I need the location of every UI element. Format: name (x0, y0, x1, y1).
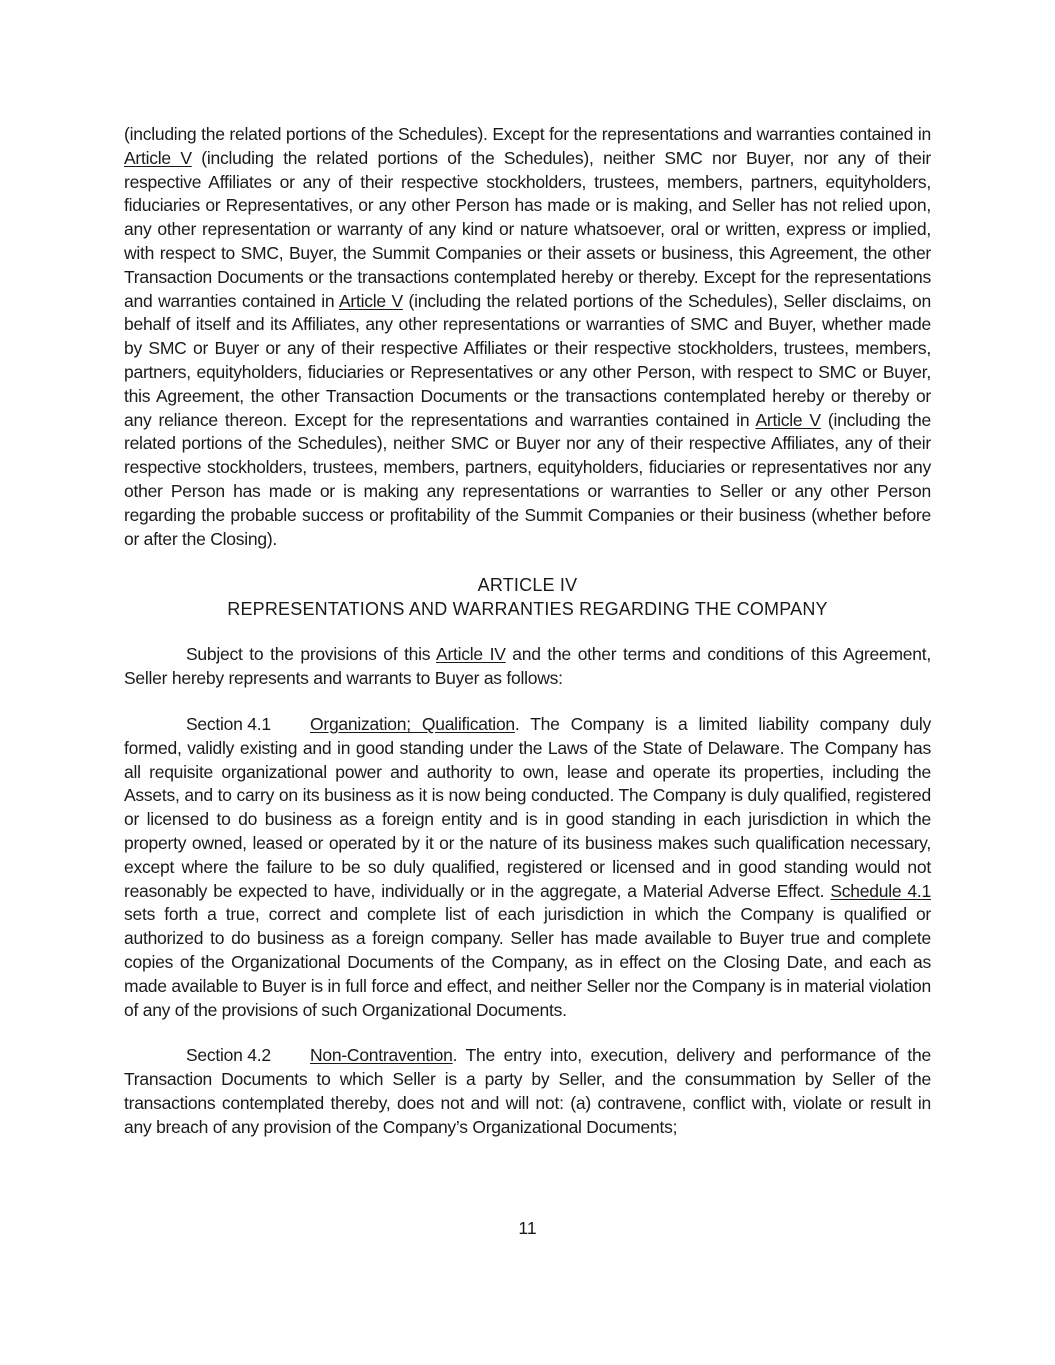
article-number: ARTICLE IV (477, 575, 578, 596)
text-run: (including the related portions of the Schedules), neither SMC or Buyer nor any of their respective Affiliates, any of their respective stockholders, trustees, members, partners, equityholders, fiduciaries or representatives nor any other Person has made or is making any representations or warranties to Seller or any other Person regarding the probable success or profitability of the Summit Companies or their business (whether before or after the Closing). (124, 409, 931, 549)
text-run: (including the related portions of the Schedules), neither SMC nor Buyer, nor any of their respective Affiliates or any of their respective stockholders, trustees, members, partners, equityholders, fiduciaries or Representatives, or any other Person has made or is making, and Seller has not relied upon, any other representation or warranty of any kind or nature whatsoever, oral or written, express or implied, with respect to SMC, Buyer, the Summit Companies or their assets or business, this Agreement, the other Transaction Documents or the transactions contemplated hereby or thereby. Except for the representations and warranties contained in (124, 147, 932, 311)
article-title: REPRESENTATIONS AND WARRANTIES REGARDING THE COMPANY (227, 599, 828, 620)
article-intro-paragraph (124, 643, 931, 691)
text-run: . The entry into, execution, delivery and performance of the Transaction Documents to which Seller is a party by Seller, and the consummation by Seller of the transactions contemplated thereby, does not and will not: (a) contravene, conflict with, violate or result in any breach of any provision of the Company’s Organizational Documents; (124, 1045, 931, 1137)
text-run: and the other terms and conditions of this Agreement, Seller hereby represents and warrants to Buyer as follows: (124, 644, 931, 689)
article-heading (124, 573, 931, 621)
page-number: 11 (518, 1218, 537, 1238)
paragraph-continuation (124, 123, 931, 551)
article-iv-reference: Article IV (436, 644, 506, 665)
text-run: sets forth a true, correct and complete list of each jurisdiction in which the Company is qualified or authorized to do business as a foreign company. Seller has made available to Buyer true and complete copies of the Organizational Documents of the Company, as in effect on the Closing Date, and each as made available to Buyer is in full force and effect, and neither Seller nor the Company is in material violation of any of the provisions of such Organizational Documents. (124, 904, 931, 1020)
article-v-reference: Article V (755, 409, 821, 430)
text-run: (including the related portions of the Schedules). Except for the representations and warranties contained in (124, 124, 931, 144)
article-v-reference: Article V (124, 147, 192, 168)
section-heading: Organization; Qualification (310, 713, 515, 734)
text-run: (including the related portions of the Schedules), Seller disclaims, on behalf of itself and its Affiliates, any other representations or warranties of SMC and Buyer, whether made by SMC or Buyer or any of their respective Affiliates or their respective stockholders, trustees, members, partners, equityholders, fiduciaries or Representatives or any other Person, with respect to SMC or Buyer, this Agreement, the other Transaction Documents or the transactions contemplated hereby or thereby or any reliance thereon. Except for the representations and warranties contained in (124, 290, 932, 430)
section-heading: Non-Contravention (310, 1045, 453, 1066)
text-run: . The Company is a limited liability company duly formed, validly existing and in good standing under the Laws of the State of Delaware. The Company has all requisite organizational power and authority to own, lease and operate its properties, including the Assets, and to carry on its business as it is now being conducted. The Company is duly qualified, registered or licensed to do business as a foreign entity and is in good standing in each jurisdiction in which the property owned, leased or operated by it or the nature of its business makes such qualification necessary, except where the failure to be so duly qualified, registered or licensed and in good standing would not reasonably be expected to have, individually or in the aggregate, a Material Adverse Effect. (124, 713, 932, 901)
article-v-reference: Article V (338, 290, 403, 311)
section-4-2-paragraph (124, 1044, 931, 1139)
section-number: Section 4.1 (186, 713, 271, 734)
section-4-1-paragraph (124, 713, 931, 1022)
schedule-reference: Schedule 4.1 (830, 880, 931, 901)
text-run: Subject to the provisions of this (186, 644, 437, 665)
document-body (124, 123, 931, 1139)
section-number: Section 4.2 (186, 1045, 271, 1066)
